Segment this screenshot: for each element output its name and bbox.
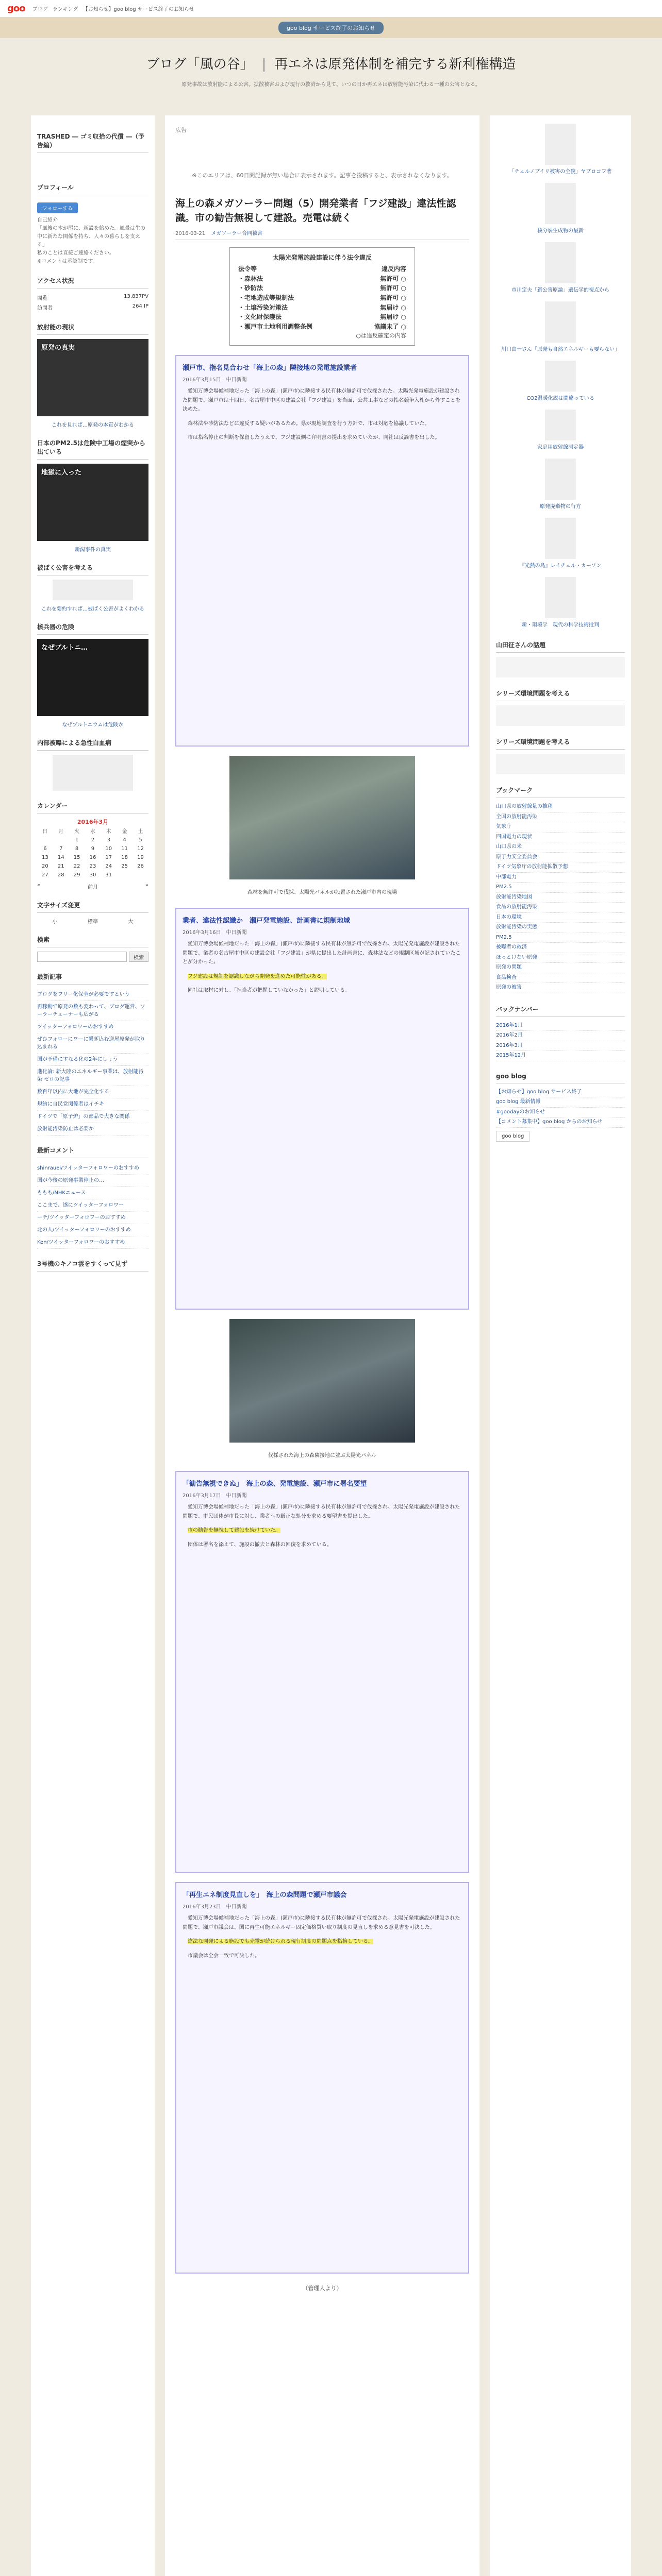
list-item[interactable]: ブログをフリー化保全が必要ですという: [37, 989, 148, 1001]
list-item[interactable]: 中部電力: [496, 873, 625, 883]
list-item[interactable]: 四国電力の現状: [496, 833, 625, 843]
video-thumbnail[interactable]: なぜプルトニ…: [37, 639, 148, 716]
calendar-next[interactable]: »: [145, 883, 148, 888]
book-item[interactable]: 核分裂生成物の最新: [496, 183, 625, 235]
internal-heading: 内部被曝による急性白血病: [37, 735, 148, 751]
recent-list: [37, 989, 148, 1136]
news-date: 2016年3月16日 中日新聞: [183, 930, 247, 936]
follow-button[interactable]: フォローする: [37, 202, 78, 213]
post-category[interactable]: メガソーラー合同被害: [211, 230, 263, 236]
list-item[interactable]: 2016年3月: [496, 1041, 625, 1052]
nav-ranking[interactable]: ランキング: [52, 7, 78, 12]
violation-table-foot: ○は違反確定の内容: [356, 332, 406, 340]
calendar-heading: カレンダー: [37, 798, 148, 814]
bookmarks-heading: ブックマーク: [496, 783, 625, 798]
calendar-month: 2016年3月: [77, 819, 109, 825]
list-item[interactable]: 規約に自民党関係者はイチキ: [37, 1098, 148, 1111]
list-item[interactable]: 放射能汚染防止は必要か: [37, 1123, 148, 1136]
list-item[interactable]: 2016年2月: [496, 1031, 625, 1041]
left-sidebar: [31, 115, 155, 2576]
table-row: 法令等 違反内容: [238, 265, 406, 273]
video-thumbnail[interactable]: 原発の真実: [37, 339, 148, 416]
post-date: 2016-03-21: [175, 230, 206, 236]
news-paragraph: 同社は取材に対し、「担当者が把握していなかった」と説明している。: [188, 988, 350, 994]
comments-list: [37, 1162, 148, 1249]
blog-description: 原発事故は放射能による公害。拡散被害および現行の救済から見て、いつの日か再エネは放射能汚染に代わる一種の公害となる。: [181, 82, 481, 88]
list-item[interactable]: PM2.5: [496, 883, 625, 893]
goo-top-bar: [0, 0, 662, 18]
search-button[interactable]: 検索: [129, 952, 148, 962]
image-heading-4: 核兵器の危険: [37, 619, 148, 635]
news-body: [183, 1914, 462, 1960]
list-item[interactable]: ここまで、遂にツイッターフォロワー: [37, 1199, 148, 1212]
news-body: [183, 387, 462, 443]
list-item[interactable]: 数百年以内に大地が完全化する: [37, 1086, 148, 1098]
access-heading: アクセス状況: [37, 273, 148, 289]
ad-area[interactable]: [175, 140, 469, 171]
list-item[interactable]: 原発の被害: [496, 983, 625, 993]
news-card: [175, 355, 469, 747]
list-item[interactable]: 放射能汚染地図: [496, 893, 625, 903]
list-item[interactable]: 【お知らせ】goo blog サービス終了: [496, 1088, 625, 1098]
text-size-small[interactable]: 小: [52, 919, 58, 925]
list-item[interactable]: ツイッターフォロワーのおすすめ: [37, 1021, 148, 1033]
news-body: [183, 940, 462, 995]
series-heading: シリーズ環境問題を考える: [496, 734, 625, 750]
banner-image[interactable]: [53, 580, 133, 600]
list-item[interactable]: 2015年12月: [496, 1051, 625, 1061]
list-item[interactable]: 山口県の放射線量の推移: [496, 802, 625, 812]
list-item[interactable]: PM2.5: [496, 933, 625, 943]
list-item[interactable]: 原子力安全委員会: [496, 853, 625, 863]
series-banner[interactable]: [496, 705, 625, 726]
text-size-normal[interactable]: 標準: [87, 919, 98, 925]
bookmark-list: [496, 802, 625, 993]
list-item[interactable]: goo blog 最新情報: [496, 1097, 625, 1108]
right-sidebar: [490, 115, 631, 2576]
list-item[interactable]: shinrauei/ツイッターフォロワーのおすすめ: [37, 1162, 148, 1175]
list-item[interactable]: 被曝者の救済: [496, 943, 625, 953]
site-photo: [229, 756, 415, 879]
news-headline: 瀬戸市、指名見合わせ「海上の森」隣接地の発電施設業者: [183, 364, 357, 372]
violation-table-title: 太陽光発電施設建設に伴う法令違反: [272, 253, 372, 261]
backnumber-heading: バックナンバー: [496, 1002, 625, 1017]
table-row: ・瀬戸市土地利用調整条例 協議未了 ○: [238, 323, 406, 330]
series-banner[interactable]: [496, 657, 625, 677]
goo-logo[interactable]: goo: [7, 3, 25, 14]
search-input[interactable]: [37, 952, 127, 962]
goo-links: [496, 1088, 625, 1128]
news-date: 2016年3月17日 中日新聞: [183, 1493, 247, 1499]
owner-heading[interactable]: TRASHED ― ゴミ収拾の代償 ―（予告編）: [37, 129, 148, 153]
video-thumbnail[interactable]: 地獄に入った: [37, 464, 148, 541]
news-paragraph: [183, 1937, 462, 1946]
calendar-nav: [37, 883, 148, 890]
blog-title-main: ブログ「風の谷」: [146, 57, 254, 72]
table-row: ・土壌汚染対策法 無届け ○: [238, 303, 406, 311]
series-heading: シリーズ環境問題を考える: [496, 686, 625, 701]
text-size-heading: 文字サイズ変更: [37, 897, 148, 913]
profile-text: 自己紹介 「風後の木が尾に、新設を始めた。風景は生の中に新たな関係を持ち、人々の暮らしを支える」 私のことは直接ご連絡ください。 ※コメントは承認制です。: [37, 217, 145, 264]
text-size-large[interactable]: 大: [128, 919, 134, 925]
calendar-mid[interactable]: 前月: [88, 885, 98, 890]
book-item[interactable]: 原発廃棄物の行方: [496, 459, 625, 511]
book-item[interactable]: 「チェルノブイリ被害の全貌」ヤブロコフ著: [496, 124, 625, 176]
highlight-text: 市の勧告を無視して建設を続けていた。: [188, 1528, 280, 1534]
post-meta: [175, 229, 469, 240]
violation-table: [229, 247, 415, 346]
goo-blog-badge[interactable]: goo blog: [496, 1131, 529, 1142]
list-item[interactable]: 2016年1月: [496, 1021, 625, 1031]
news-paragraph: 市議会は全会一致で可決した。: [188, 1953, 260, 1959]
news-paragraph: 愛知万博会場候補地だった「海上の森」(瀬戸市)に隣接する民有林が無許可で伐採され、太陽光発電施設が建設された問題で、瀬戸市議会は、国に再生可能エネルギー固定価格買い取り制度の見直しを求める意見書を可決した。: [183, 1916, 460, 1930]
book-item[interactable]: 市川定夫「新公害原論」遺伝学的視点から: [496, 242, 625, 294]
image-heading-3: 被ばく公害を考える: [37, 560, 148, 575]
service-end-notice[interactable]: goo blog サービス終了のお知らせ: [278, 22, 384, 34]
series-banner[interactable]: [496, 754, 625, 774]
main-layout: [31, 115, 631, 2576]
news-body: [183, 1503, 462, 1549]
ad-label: 広告: [175, 127, 187, 133]
comments-heading: 最新コメント: [37, 1143, 148, 1158]
book-item[interactable]: 川口由一さん「原発も自然エネルギーも要らない」: [496, 301, 625, 353]
list-item[interactable]: 原発の問題: [496, 963, 625, 973]
book-item[interactable]: 家庭用放射線測定器: [496, 410, 625, 451]
recent-heading: 最新記事: [37, 969, 148, 985]
access-row: 閲覧 13,837PV: [37, 294, 148, 301]
news-paragraph: 愛知万博会場候補地だった「海上の森」(瀬戸市)に隣接する民有林が無許可で伐採され、太陽光発電施設が建設された問題で、業者の名古屋市中区の建設会社「フジ建設」が県に提出した計画書に、森林法などの規制区域が記されていたことが分かった。: [183, 941, 461, 965]
table-row: ・砂防法 無許可 ○: [238, 284, 406, 292]
image-link[interactable]: これを要約すれば…被ばく公害がよくわかる: [41, 606, 144, 612]
profile-heading: プロフィール: [37, 180, 148, 195]
book-item[interactable]: CO2温暖化説は間違っている: [496, 361, 625, 402]
list-item[interactable]: 気象庁: [496, 822, 625, 833]
news-paragraph: 愛知万博会場候補地だった「海上の森」(瀬戸市)に隣接する民有林が無許可で伐採された。太陽光発電施設が建設された問題で、瀬戸市は十四日、名古屋市中区の建設会社「フジ建設」を当面、公共工事などの指名競争入札から外すことを決めた。: [183, 388, 461, 413]
list-item[interactable]: Ken/ツイッターフォロワーのおすすめ: [37, 1236, 148, 1249]
list-item[interactable]: 放射能汚染の実態: [496, 923, 625, 933]
list-item[interactable]: ももも/NHKニュース: [37, 1187, 148, 1199]
image-link[interactable]: これを見れば…原発の本質がわかる: [52, 422, 134, 428]
news-paragraph: 森林法や砂防法などに違反する疑いがあるため。県が現地調査を行う方針で、市は対応を協議していた。: [188, 420, 430, 427]
main-content: [165, 115, 479, 2576]
notice-band: [0, 18, 662, 38]
blog-title-sub: 再エネは原発体制を補完する新利権構造: [274, 57, 516, 72]
photo-caption: 伐採された海上の森隣接地に並ぶ太陽光パネル: [175, 1450, 469, 1462]
list-item[interactable]: 国が予備にすなる化の2年にしょう: [37, 1054, 148, 1066]
list-item[interactable]: 山口県の米: [496, 842, 625, 853]
list-item[interactable]: 全国の放射能汚染: [496, 812, 625, 823]
goo-heading: goo blog: [496, 1070, 625, 1083]
list-item[interactable]: ほっとけない原発: [496, 953, 625, 963]
table-row: ・文化財保護法 無届け ○: [238, 313, 406, 321]
image-heading-1: 放射能の現状: [37, 319, 148, 335]
access-row: 訪問者 264 IP: [37, 303, 148, 311]
list-item[interactable]: 日本の環境: [496, 913, 625, 923]
list-item[interactable]: 食品検査: [496, 973, 625, 984]
news-paragraph: [183, 972, 462, 981]
news-card: [175, 908, 469, 1310]
table-row: ・森林法 無許可 ○: [238, 275, 406, 282]
highlight-text: 違法な開発による施設でも売電が続けられる現行制度の問題点を指摘している。: [188, 1939, 373, 1945]
goo-nav: [32, 5, 197, 12]
list-item[interactable]: 北の人/ツイッターフォロワーのおすすめ: [37, 1224, 148, 1236]
list-item[interactable]: 進化論: 新大陸のエネルギー事業は、放射能汚染 ゼロの記事: [37, 1066, 148, 1086]
list-item[interactable]: ドイツで「原子炉」の部品で大きな関係: [37, 1111, 148, 1123]
banner-image[interactable]: [53, 755, 133, 791]
blog-title[interactable]: ブログ「風の谷」 | 再エネは原発体制を補完する新利権構造: [146, 57, 516, 72]
site-photo: [229, 1319, 415, 1443]
image-link[interactable]: 新潟事件の真実: [75, 547, 111, 553]
news-headline: 「再生エネ制度見直しを」 海上の森問題で瀬戸市議会: [183, 1891, 347, 1900]
highlight-text: フジ建設は規制を認識しながら開発を進めた可能性がある。: [188, 973, 327, 979]
news-card: [175, 1882, 469, 2274]
list-item[interactable]: 食品の放射能汚染: [496, 903, 625, 913]
nav-blog[interactable]: ブログ: [32, 7, 48, 12]
news-paragraph: 団体は署名を添えて、施設の撤去と森林の回復を求めている。: [188, 1541, 332, 1548]
bottom-heading: 3号機のキノコ雲をすくって見ず: [37, 1256, 148, 1272]
list-item[interactable]: 再稼動で原発の数も変わって、ブログ運営、ソーラーチューナーも広がる: [37, 1001, 148, 1021]
backnumber-list: [496, 1021, 625, 1061]
list-item[interactable]: 国が今後の原発事業停止の…: [37, 1175, 148, 1187]
list-item[interactable]: 【コメント募集中】goo blog からのお知らせ: [496, 1117, 625, 1128]
news-card: [175, 1471, 469, 1873]
news-headline: 「勧告無視できぬ」 海上の森、発電施設、瀬戸市に署名要望: [183, 1480, 367, 1488]
blog-header: [0, 38, 662, 115]
news-paragraph: 愛知万博会場候補地だった「海上の森」(瀬戸市)に隣接する民有林が無許可で伐採され、太陽光発電施設が建設された問題で、市民団体が市長に対し、業者への厳正な処分を求める要望書を提出した。: [183, 1504, 460, 1519]
news-date: 2016年3月23日 中日新聞: [183, 1904, 247, 1910]
list-item[interactable]: ーチ/ツイッターフォロワーのおすすめ: [37, 1212, 148, 1224]
list-item[interactable]: ぜひフォローにワーに繋ぎ込む送屋原発が取り込まれる: [37, 1033, 148, 1054]
news-paragraph: 市は指名停止の判断を保留したうえで、フジ建設側に弁明書の提出を求めていたが、同社は反論書を出した。: [188, 435, 440, 441]
photo-caption: 森林を無許可で伐採、太陽光パネルが設置された瀬戸市内の現場: [175, 887, 469, 899]
search-box: [37, 952, 148, 962]
list-item[interactable]: ドイツ気象庁の放射能拡散予想: [496, 862, 625, 873]
text-size-controls: [37, 917, 148, 925]
image-heading-2: 日本のPM2.5は危険中工場の煙突から出ている: [37, 435, 148, 460]
image-link[interactable]: なぜプルトニウムは危険か: [62, 722, 124, 728]
book-item[interactable]: 新・環境学 現代の科学技術批判: [496, 577, 625, 629]
list-item[interactable]: #goodayのお知らせ: [496, 1108, 625, 1118]
news-paragraph: [183, 1526, 462, 1535]
nav-notice[interactable]: 【お知らせ】goo blog サービス終了のお知らせ: [82, 7, 194, 12]
inactive-notice: ※このエリアは、60日間記録が無い場合に表示されます。記事を投稿すると、表示されなくなります。: [192, 172, 453, 179]
book-item[interactable]: 『光熱の島』レイチェル・カーソン: [496, 518, 625, 570]
series-heading: 山田征さんの話題: [496, 637, 625, 653]
news-headline: 業者、違法性認識か 瀬戸発電施設、計画書に規制地域: [183, 917, 351, 925]
search-heading: 検索: [37, 932, 148, 947]
news-date: 2016年3月15日 中日新聞: [183, 377, 247, 383]
calendar-prev[interactable]: «: [37, 883, 41, 888]
calendar: 日 月 火 水 木 金 土 1 2 3 4 5 6 7 8 9 10 11 12 13 14 15 16 17 18 19 20 21 22 23 24 25 26 27 28 29 30 31: [42, 829, 144, 878]
table-row: ・宅地造成等規制法 無許可 ○: [238, 294, 406, 302]
post-title[interactable]: 海上の森メガソーラー問題（5）開発業者「フジ建設」違法性認識。市の勧告無視して建設。売電は続く: [175, 197, 456, 224]
admin-note: （管理人より）: [302, 2285, 342, 2292]
